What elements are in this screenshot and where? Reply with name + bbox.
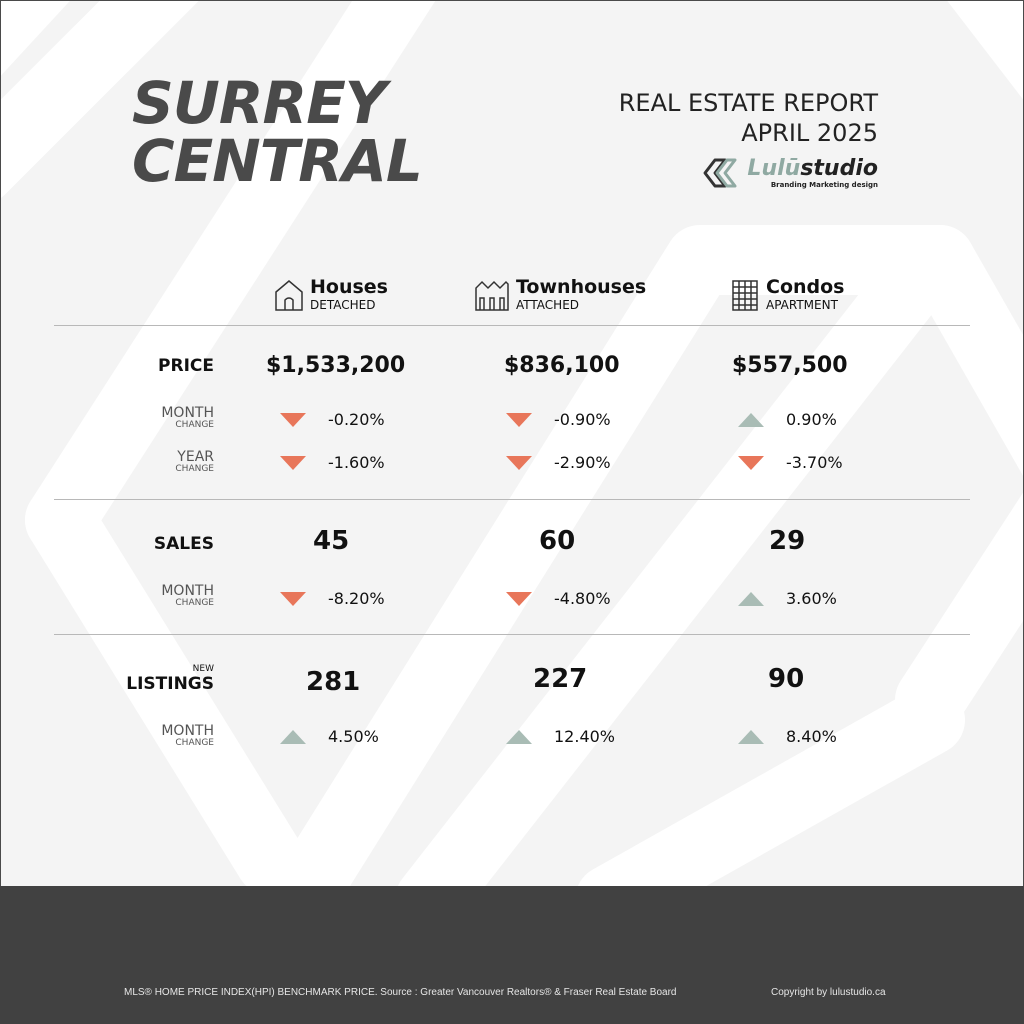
trend-down-arrow-icon [280, 456, 306, 470]
footer-band [0, 886, 1024, 1024]
price-label: PRICE [158, 356, 214, 376]
column-name: Condos [766, 276, 845, 298]
brand-name [747, 157, 878, 181]
listings-month-change-houses: 4.50% [280, 727, 379, 746]
trend-down-arrow-icon [506, 413, 532, 427]
sales-houses: 45 [313, 526, 350, 556]
townhouse-icon [474, 278, 510, 312]
price-month-change-condos: 0.90% [738, 410, 837, 429]
price-year-change-houses: -1.60% [280, 453, 385, 472]
price-year-change-condos: -3.70% [738, 453, 843, 472]
column-header-condos [730, 276, 845, 312]
trend-up-arrow-icon [738, 592, 764, 606]
price-condos: $557,500 [732, 353, 848, 378]
column-name: Houses [310, 276, 388, 298]
title-line-1: SURREY [132, 69, 386, 137]
new-listings-label: NEW LISTINGS [126, 664, 214, 694]
footer-source: MLS® HOME PRICE INDEX(HPI) BENCHMARK PRICE. Source : Greater Vancouver Realtors® & Fraser Real Estate Board [124, 987, 677, 998]
house-icon [274, 278, 304, 312]
trend-up-arrow-icon [738, 730, 764, 744]
column-header-houses [274, 276, 388, 312]
sales-townhouses: 60 [539, 526, 576, 556]
divider [54, 499, 970, 500]
sales-month-change-townhouses: -4.80% [506, 589, 611, 608]
price-townhouses: $836,100 [504, 353, 620, 378]
column-header-townhouses [474, 276, 646, 312]
listings-month-change-label: MONTH CHANGE [161, 723, 214, 748]
price-houses: $1,533,200 [266, 353, 406, 378]
trend-up-arrow-icon [506, 730, 532, 744]
trend-up-arrow-icon [280, 730, 306, 744]
listings-month-change-townhouses: 12.40% [506, 727, 615, 746]
trend-down-arrow-icon [738, 456, 764, 470]
divider [54, 325, 970, 326]
trend-down-arrow-icon [280, 592, 306, 606]
brand-tagline: Branding Marketing design [770, 181, 878, 189]
listings-condos: 90 [768, 664, 805, 694]
price-year-change-townhouses: -2.90% [506, 453, 611, 472]
price-month-change-label: MONTH CHANGE [161, 405, 214, 430]
divider [54, 634, 970, 635]
brand-name-studio: studio [800, 156, 878, 181]
column-name: Townhouses [516, 276, 647, 298]
condo-building-icon [730, 278, 760, 312]
trend-down-arrow-icon [280, 413, 306, 427]
column-subtitle: ATTACHED [516, 298, 580, 312]
title-line-2: CENTRAL [132, 127, 422, 195]
brand-mark-icon [701, 156, 739, 190]
sales-month-change-label: MONTH CHANGE [161, 583, 214, 608]
listings-townhouses: 227 [533, 664, 588, 694]
trend-down-arrow-icon [506, 456, 532, 470]
sales-condos: 29 [769, 526, 806, 556]
price-month-change-houses: -0.20% [280, 410, 385, 429]
price-year-change-label: YEAR CHANGE [175, 449, 214, 474]
price-month-change-townhouses: -0.90% [506, 410, 611, 429]
sales-month-change-houses: -8.20% [280, 589, 385, 608]
page-title [132, 69, 422, 195]
report-line-1: REAL ESTATE REPORT [618, 89, 878, 117]
brand-logo [701, 156, 878, 190]
sales-label: SALES [153, 534, 214, 554]
column-subtitle: DETACHED [310, 298, 376, 312]
report-heading [619, 88, 878, 148]
listings-houses: 281 [306, 667, 361, 697]
footer-copyright: Copyright by lulustudio.ca [771, 987, 886, 998]
column-subtitle: APARTMENT [766, 298, 838, 312]
sales-month-change-condos: 3.60% [738, 589, 837, 608]
listings-month-change-condos: 8.40% [738, 727, 837, 746]
brand-name-lulu: Lulū [747, 156, 801, 181]
trend-up-arrow-icon [738, 413, 764, 427]
report-line-2: APRIL 2025 [741, 119, 878, 147]
trend-down-arrow-icon [506, 592, 532, 606]
